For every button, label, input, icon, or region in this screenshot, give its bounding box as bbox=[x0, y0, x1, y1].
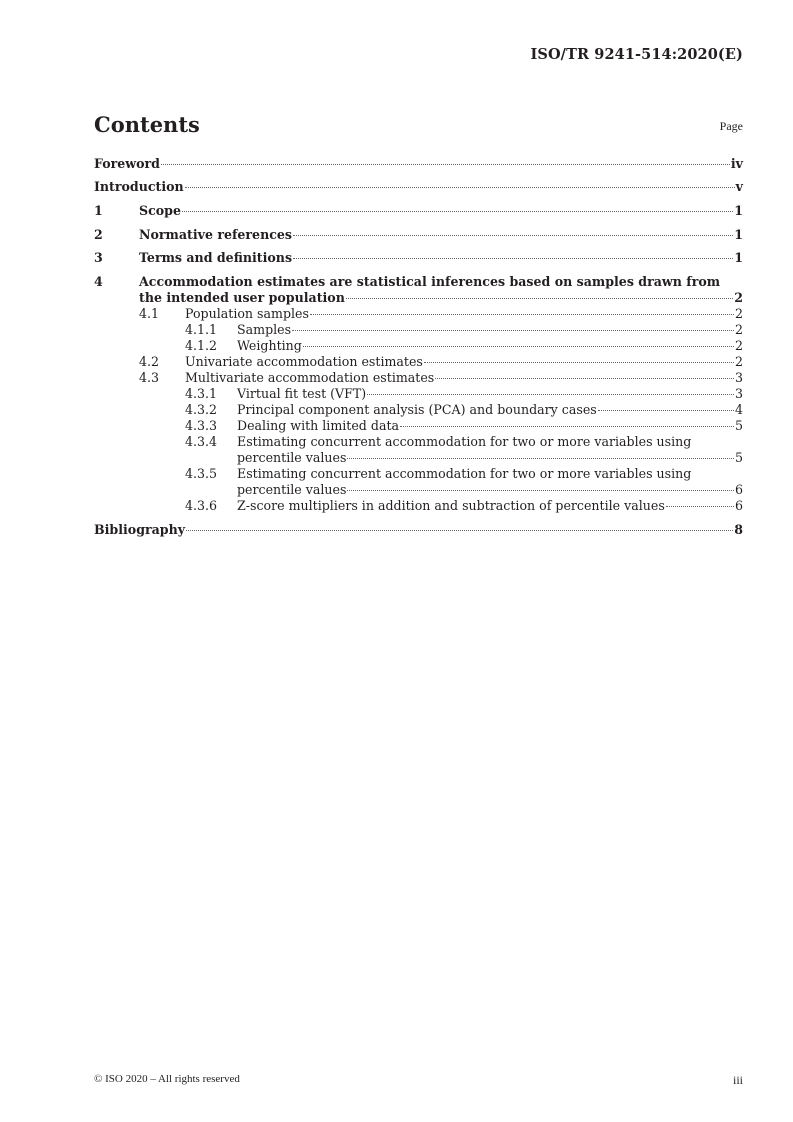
toc-entry-page: 2 bbox=[734, 322, 743, 337]
toc-entry-page: 2 bbox=[734, 306, 743, 321]
leader-dots bbox=[598, 410, 734, 411]
leader-dots bbox=[400, 426, 734, 427]
toc-entry-introduction[interactable] bbox=[94, 179, 743, 195]
toc-entry-page: 3 bbox=[734, 370, 743, 385]
toc-entry-page: 1 bbox=[734, 227, 743, 242]
leader-dots bbox=[347, 490, 734, 491]
toc-entry-page: 4 bbox=[734, 402, 743, 417]
table-of-contents bbox=[94, 156, 743, 538]
leader-dots bbox=[435, 378, 734, 379]
page-column-label: Page bbox=[719, 119, 743, 133]
toc-entry-number: 4.3.2 bbox=[185, 402, 218, 417]
leader-dots bbox=[303, 346, 734, 347]
toc-entry-label: Dealing with limited data bbox=[237, 418, 400, 433]
leader-dots bbox=[346, 298, 733, 299]
toc-entry-label: percentile values bbox=[237, 450, 347, 465]
toc-entry-concurrent-2-line1[interactable] bbox=[94, 466, 743, 482]
toc-entry-bibliography[interactable] bbox=[94, 522, 743, 538]
toc-entry-accommodation-line2[interactable] bbox=[94, 290, 743, 306]
toc-entry-concurrent-1-line1[interactable] bbox=[94, 434, 743, 450]
toc-entry-page: 5 bbox=[734, 418, 743, 433]
toc-entry-page: 6 bbox=[734, 498, 743, 513]
toc-entry-z-score[interactable] bbox=[94, 498, 743, 514]
toc-entry-page: 1 bbox=[734, 203, 743, 218]
toc-entry-label: Estimating concurrent accommodation for two or more variables using bbox=[237, 466, 692, 481]
toc-entry-accommodation-line1[interactable] bbox=[94, 274, 743, 290]
toc-entry-label: Scope bbox=[139, 203, 181, 218]
toc-entry-univariate[interactable] bbox=[94, 354, 743, 370]
toc-entry-samples[interactable] bbox=[94, 322, 743, 338]
toc-entry-number: 2 bbox=[94, 227, 103, 242]
toc-entry-label: Bibliography bbox=[94, 522, 186, 537]
leader-dots bbox=[185, 187, 735, 188]
toc-entry-number: 4.3.5 bbox=[185, 466, 218, 481]
leader-dots bbox=[347, 458, 734, 459]
document-id: ISO/TR 9241-514:2020(E) bbox=[530, 46, 743, 63]
toc-entry-label: Population samples bbox=[185, 306, 309, 321]
toc-entry-page: v bbox=[735, 179, 743, 194]
toc-entry-page: iv bbox=[730, 156, 743, 171]
contents-title: Contents bbox=[94, 112, 200, 137]
toc-entry-number: 4.3.1 bbox=[185, 386, 218, 401]
copyright-notice: © ISO 2020 – All rights reserved bbox=[94, 1073, 240, 1085]
toc-entry-label: Multivariate accommodation estimates bbox=[185, 370, 435, 385]
leader-dots bbox=[182, 211, 733, 212]
toc-entry-page: 5 bbox=[734, 450, 743, 465]
toc-entry-label: percentile values bbox=[237, 482, 347, 497]
toc-entry-label: Principal component analysis (PCA) and boundary cases bbox=[237, 402, 597, 417]
toc-entry-limited-data[interactable] bbox=[94, 418, 743, 434]
leader-dots bbox=[367, 394, 734, 395]
toc-entry-page: 8 bbox=[734, 522, 743, 537]
toc-entry-scope[interactable] bbox=[94, 203, 743, 219]
leader-dots bbox=[310, 314, 734, 315]
toc-entry-population-samples[interactable] bbox=[94, 306, 743, 322]
toc-entry-page: 1 bbox=[734, 250, 743, 265]
toc-entry-pca[interactable] bbox=[94, 402, 743, 418]
toc-entry-page: 2 bbox=[734, 290, 743, 305]
toc-entry-label: Foreword bbox=[94, 156, 160, 171]
toc-entry-label: Terms and definitions bbox=[139, 250, 293, 265]
toc-entry-label: Samples bbox=[237, 322, 292, 337]
toc-entry-number: 4.3.3 bbox=[185, 418, 218, 433]
toc-entry-number: 4.1.1 bbox=[185, 322, 218, 337]
toc-entry-label: Z-score multipliers in addition and subtraction of percentile values bbox=[237, 498, 665, 513]
toc-entry-label: Weighting bbox=[237, 338, 302, 353]
toc-entry-label: Introduction bbox=[94, 179, 184, 194]
leader-dots bbox=[424, 362, 734, 363]
toc-entry-page: 6 bbox=[734, 482, 743, 497]
toc-entry-foreword[interactable] bbox=[94, 156, 743, 172]
toc-entry-normative-references[interactable] bbox=[94, 227, 743, 243]
toc-entry-label: Virtual fit test (VFT) bbox=[237, 386, 367, 401]
toc-entry-number: 4 bbox=[94, 274, 103, 289]
toc-entry-page: 2 bbox=[734, 354, 743, 369]
leader-dots bbox=[666, 506, 734, 507]
leader-dots bbox=[161, 164, 730, 165]
toc-entry-virtual-fit-test[interactable] bbox=[94, 386, 743, 402]
toc-entry-number: 4.3.4 bbox=[185, 434, 218, 449]
page-number: iii bbox=[732, 1073, 743, 1087]
toc-entry-number: 4.3.6 bbox=[185, 498, 218, 513]
toc-entry-concurrent-2-line2[interactable] bbox=[94, 482, 743, 498]
toc-entry-label: Univariate accommodation estimates bbox=[185, 354, 423, 369]
toc-entry-weighting[interactable] bbox=[94, 338, 743, 354]
toc-entry-terms-and-definitions[interactable] bbox=[94, 250, 743, 266]
toc-entry-page: 3 bbox=[734, 386, 743, 401]
toc-entry-page: 2 bbox=[734, 338, 743, 353]
toc-entry-multivariate[interactable] bbox=[94, 370, 743, 386]
toc-entry-number: 4.3 bbox=[139, 370, 160, 385]
toc-entry-number: 4.1.2 bbox=[185, 338, 218, 353]
toc-entry-label: the intended user population bbox=[139, 290, 345, 305]
leader-dots bbox=[186, 530, 733, 531]
leader-dots bbox=[293, 235, 733, 236]
toc-entry-concurrent-1-line2[interactable] bbox=[94, 450, 743, 466]
leader-dots bbox=[292, 330, 734, 331]
toc-entry-number: 4.2 bbox=[139, 354, 160, 369]
toc-entry-number: 3 bbox=[94, 250, 103, 265]
toc-entry-number: 1 bbox=[94, 203, 103, 218]
toc-entry-label: Accommodation estimates are statistical inferences based on samples drawn from bbox=[139, 274, 721, 289]
leader-dots bbox=[293, 258, 733, 259]
toc-entry-label: Normative references bbox=[139, 227, 293, 242]
toc-entry-number: 4.1 bbox=[139, 306, 160, 321]
toc-entry-label: Estimating concurrent accommodation for two or more variables using bbox=[237, 434, 692, 449]
